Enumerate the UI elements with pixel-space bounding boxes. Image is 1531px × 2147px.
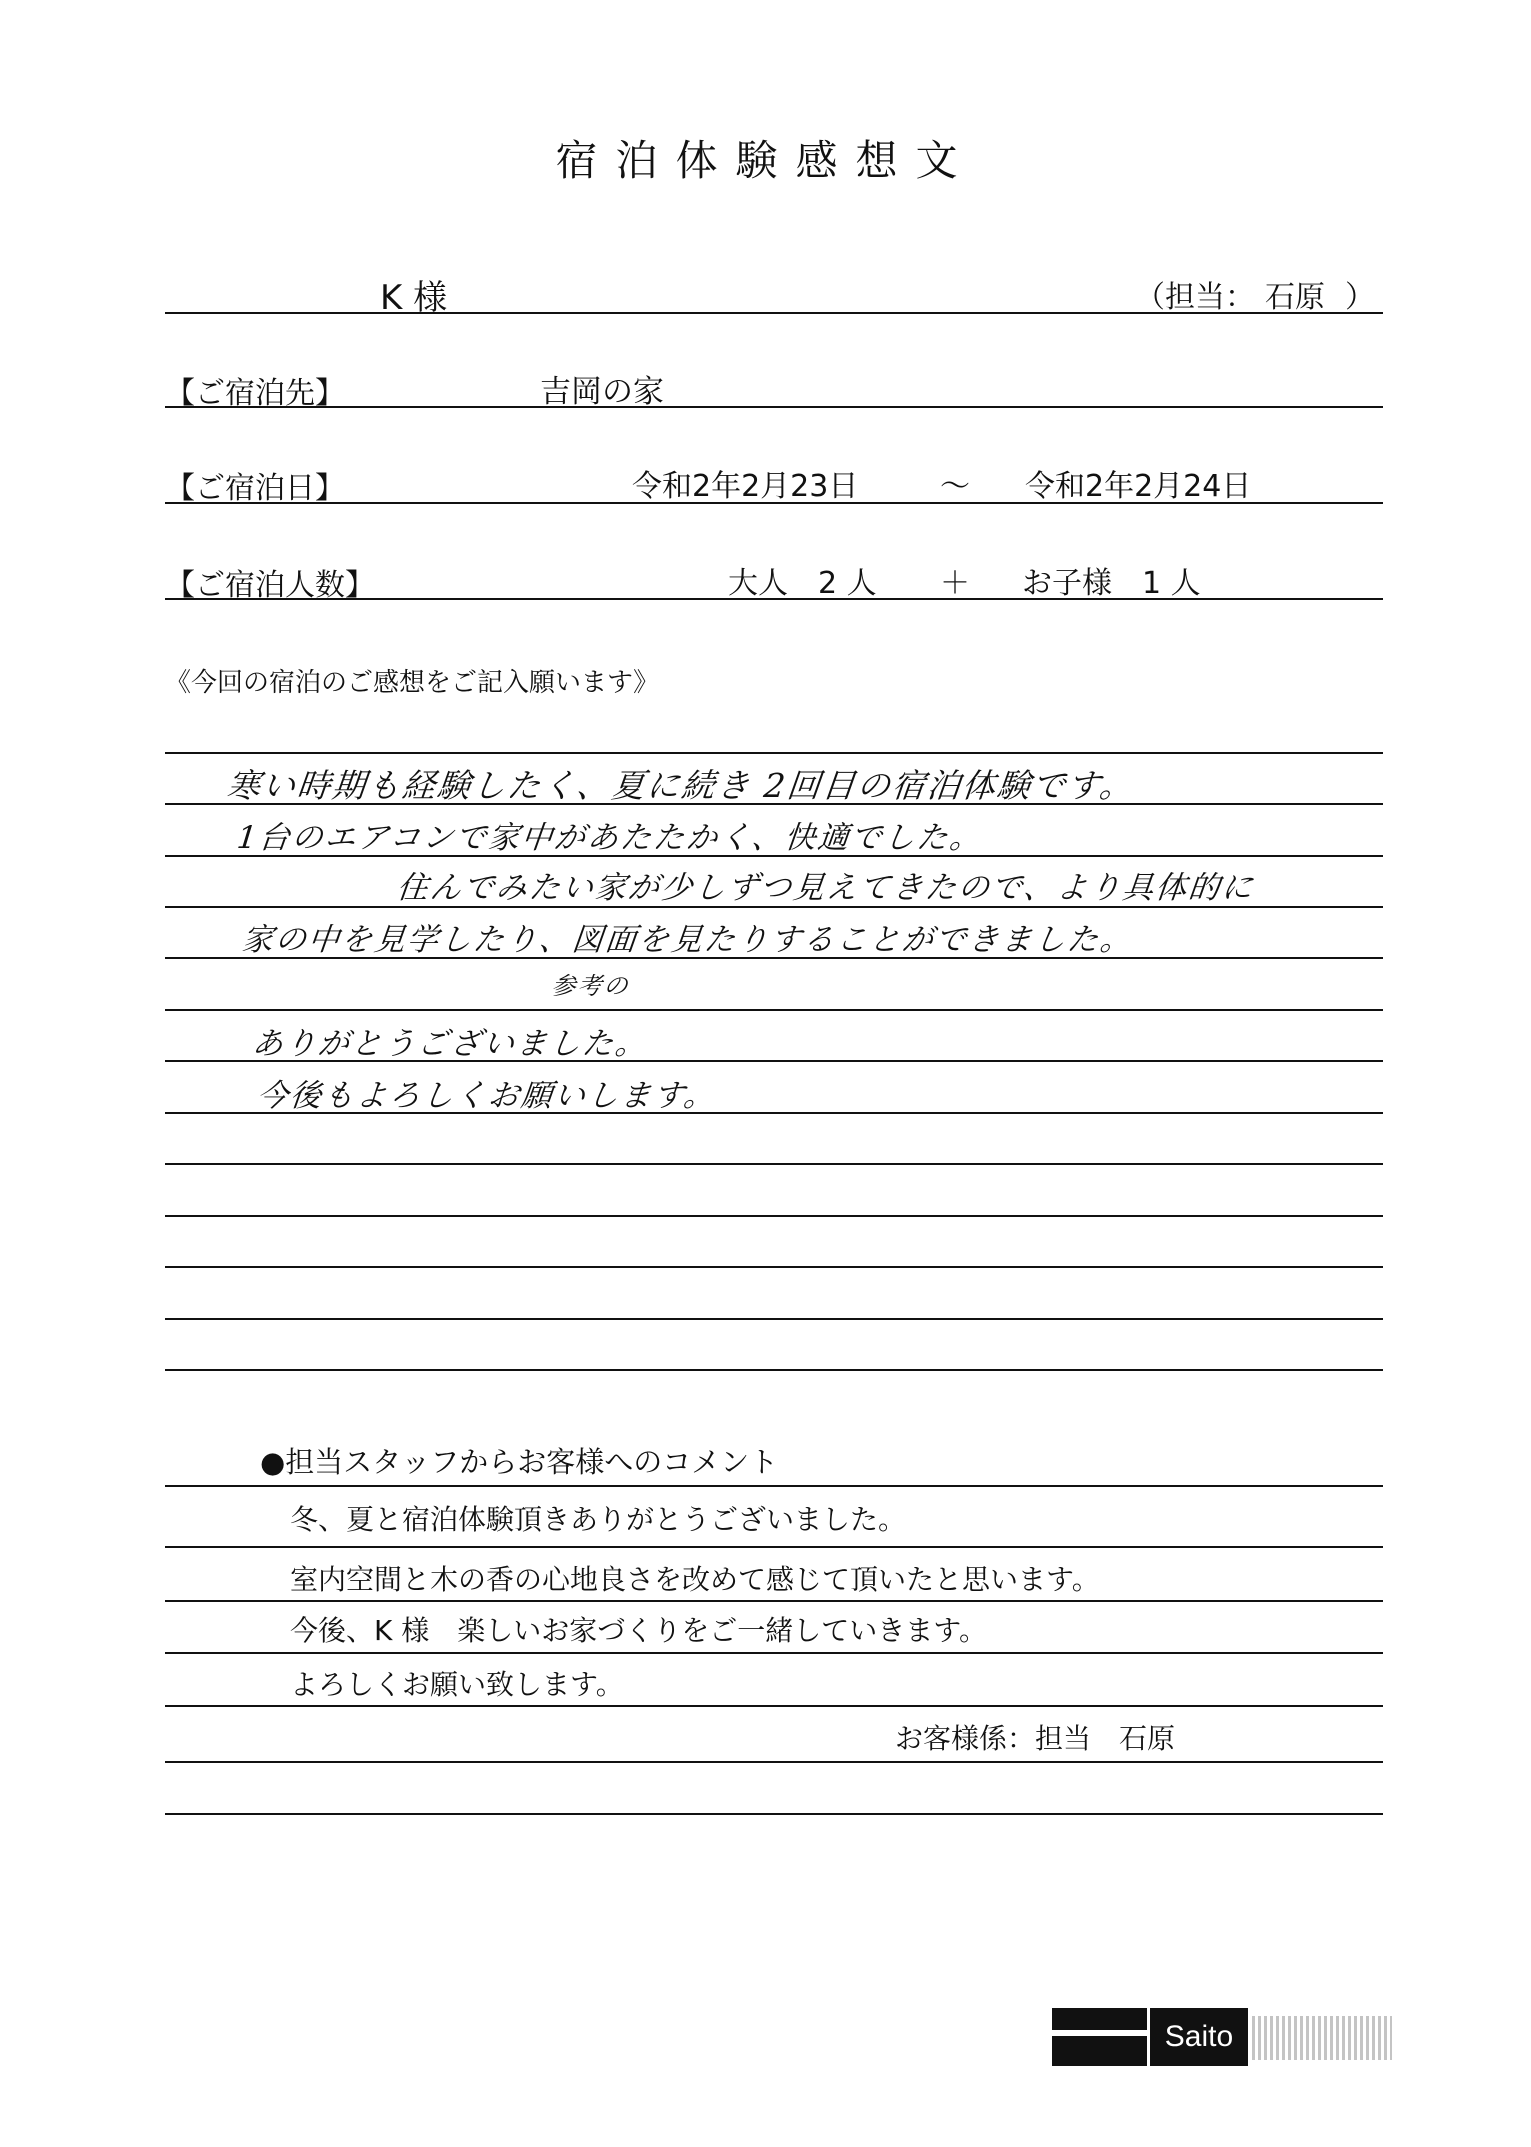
staff-comment-line-3: 今後、K 様 楽しいお家づくりをご一緒していきます。 [290, 1614, 988, 1647]
rule-hand-9 [165, 1163, 1383, 1165]
handwritten-line-1: 寒い時期も経験したく、夏に続き 2回目の宿泊体験です。 [225, 766, 1137, 805]
handwritten-line-6: 今後もよろしくお願いします。 [255, 1078, 719, 1114]
rule-comment-3 [165, 1600, 1383, 1602]
rule-hand-12 [165, 1318, 1383, 1320]
logo-dark-block [1052, 2008, 1147, 2066]
rule-customer [165, 312, 1383, 314]
guests-plus: ＋ [940, 566, 970, 601]
rule-comment-1 [165, 1485, 1383, 1487]
handwritten-line-3: 住んでみたい家が少しずつ見えてきたので、より具体的に [395, 870, 1257, 906]
rule-comment-6 [165, 1761, 1383, 1763]
rule-hand-6 [165, 1009, 1383, 1011]
rule-comment-7 [165, 1813, 1383, 1815]
staff-close: ） [1345, 280, 1375, 315]
place-label: 【ご宿泊先】 [165, 376, 345, 411]
handwritten-insert: 参考の [550, 972, 632, 1000]
rule-guests [165, 598, 1383, 600]
staff-signature: お客様係：担当 石原 [895, 1722, 1176, 1755]
company-logo [1052, 2008, 1392, 2066]
handwritten-line-4: 家の中を見学したり、図面を見たりすることができました。 [240, 922, 1135, 958]
rule-hand-11 [165, 1266, 1383, 1268]
guests-children: お子様 1 人 [1022, 566, 1201, 601]
handwritten-line-5: ありがとうございました。 [250, 1026, 650, 1062]
staff-label: （担当： [1135, 280, 1255, 315]
customer-name: K 様 [380, 278, 448, 318]
date-from: 令和2年2月23日 [632, 469, 859, 504]
rule-hand-10 [165, 1215, 1383, 1217]
rule-hand-1 [165, 752, 1383, 754]
staff-comment-line-1: 冬、夏と宿泊体験頂きありがとうございました。 [290, 1503, 907, 1536]
staff-comment-line-2: 室内空間と木の香の心地良さを改めて感じて頂いたと思います。 [290, 1563, 1100, 1596]
logo-faded-mark [1252, 2016, 1392, 2060]
staff-comment-heading: ●担当スタッフからお客様へのコメント [260, 1445, 779, 1479]
logo-stripe [1052, 2030, 1147, 2036]
guests-adults: 大人 2 人 [728, 566, 877, 601]
date-separator: ～ [940, 469, 970, 504]
handwritten-line-2: 1台のエアコンで家中があたたかく、快適でした。 [235, 820, 985, 856]
place-value: 吉岡の家 [540, 374, 664, 410]
date-to: 令和2年2月24日 [1025, 469, 1252, 504]
logo-text: Saito [1150, 2008, 1248, 2066]
impression-prompt: 《今回の宿泊のご感想をご記入願います》 [165, 668, 660, 698]
rule-comment-2 [165, 1546, 1383, 1548]
staff-name: 石原 [1265, 280, 1325, 315]
rule-hand-13 [165, 1369, 1383, 1371]
rule-comment-5 [165, 1705, 1383, 1707]
rule-place [165, 406, 1383, 408]
date-label: 【ご宿泊日】 [165, 471, 345, 506]
guests-label: 【ご宿泊人数】 [165, 568, 375, 603]
rule-date [165, 502, 1383, 504]
staff-comment-line-4: よろしくお願い致します。 [290, 1668, 624, 1701]
document-title: 宿泊体験感想文 [555, 136, 976, 185]
rule-comment-4 [165, 1652, 1383, 1654]
